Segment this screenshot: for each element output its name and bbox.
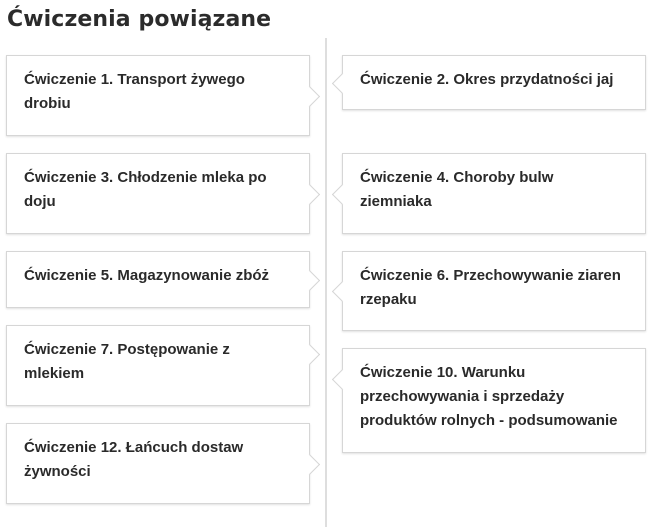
exercise-card-label[interactable]: Ćwiczenie 1. Transport żywego drobiu (24, 71, 245, 112)
exercise-card-label[interactable]: Ćwiczenie 12. Łańcuch dostaw żywności (24, 439, 244, 480)
exercise-card-12[interactable] (6, 423, 310, 504)
card-pointer-arrow (332, 183, 353, 204)
exercise-card-label[interactable]: Ćwiczenie 6. Przechowywanie ziaren rzepaku (360, 267, 621, 308)
exercise-card-label[interactable]: Ćwiczenie 4. Choroby bulw ziemniaka (360, 169, 554, 210)
exercise-card-10[interactable] (342, 348, 646, 453)
card-pointer-arrow (299, 85, 320, 106)
exercise-card-label[interactable]: Ćwiczenie 7. Postępowanie z mlekiem (24, 341, 230, 382)
exercise-card-label[interactable]: Ćwiczenie 5. Magazynowanie zbóż (24, 267, 270, 284)
exercise-card-label[interactable]: Ćwiczenie 10. Warunku przechowywania i sprzedaży produktów rolnych - podsumowanie (360, 364, 618, 429)
card-pointer-arrow (299, 269, 320, 290)
card-pointer-arrow (299, 183, 320, 204)
exercise-card-2[interactable] (342, 55, 646, 110)
card-pointer-arrow (299, 453, 320, 474)
section-title: Ćwiczenia powiązane (7, 7, 272, 32)
exercise-card-3[interactable] (6, 153, 310, 234)
card-pointer-arrow (332, 72, 353, 93)
exercise-card-label[interactable]: Ćwiczenie 2. Okres przydatności jaj (360, 71, 614, 88)
exercise-card-7[interactable] (6, 325, 310, 406)
exercise-card-6[interactable] (342, 251, 646, 331)
exercise-card-4[interactable] (342, 153, 646, 234)
exercise-card-label[interactable]: Ćwiczenie 3. Chłodzenie mleka po doju (24, 169, 267, 210)
exercise-card-1[interactable] (6, 55, 310, 136)
card-pointer-arrow (332, 281, 353, 302)
card-pointer-arrow (332, 369, 353, 390)
exercise-card-5[interactable] (6, 251, 310, 308)
timeline-line (325, 38, 327, 527)
card-pointer-arrow (299, 344, 320, 365)
